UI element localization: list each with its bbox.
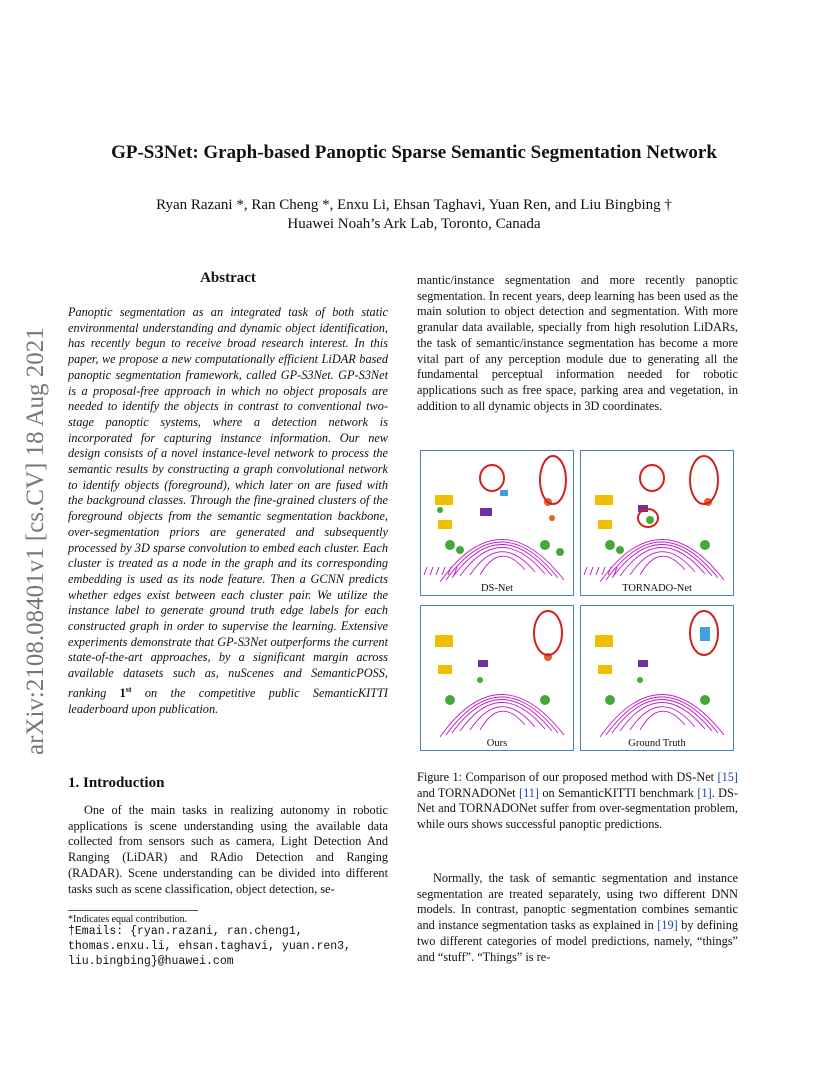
caption-text-4: . DS-Net and TORNADONet suffer from over-segmentation problem, while ours shows successful panoptic predictions.: [417, 785, 738, 832]
footnote-emails: †Emails: {ryan.razani, ran.cheng1, thomas.enxu.li, ehsan.taghavi, yuan.ren3, liu.bingbing}@huawei.com: [68, 925, 351, 968]
panel-label-ours: Ours: [486, 738, 508, 749]
point-cloud-ground-truth: [580, 605, 734, 751]
figure-caption: [417, 770, 738, 833]
arxiv-side-label: arXiv:2108.08401v1 [cs.CV] 18 Aug 2021: [22, 327, 49, 755]
figure-1: [420, 450, 735, 755]
point-cloud-ds-net: [420, 450, 574, 596]
figure-panel-ds-net: [420, 450, 574, 596]
citation-link-19[interactable]: [19]: [657, 918, 678, 933]
panel-label-ds-net: DS-Net: [480, 583, 514, 594]
citation-link-11[interactable]: [11]: [518, 785, 539, 800]
intro-paragraph: One of the main tasks in realizing autonomy in robotic applications is scene understanding using the available data collected from sensors such as camera, Light Detection And Ranging (LiDAR) and RAdio Detection and Ranging (RADAR). Scene understanding can be divided into different tasks such as scene classification, object detection, se-: [68, 803, 388, 896]
caption-text-1: Figure 1: Comparison of our proposed method with DS-Net: [417, 770, 718, 784]
figure-panel-tornado-net: [580, 450, 734, 596]
affiliation: Huawei Noah’s Ark Lab, Toronto, Canada: [287, 216, 541, 232]
abstract-text: [68, 305, 388, 717]
author-list: Ryan Razani *, Ran Cheng *, Enxu Li, Ehsan Taghavi, Yuan Ren, and Liu Bingbing †: [156, 197, 672, 213]
footnote-equal-contribution: *Indicates equal contribution.: [68, 914, 188, 925]
footnote-rule: [68, 910, 198, 911]
author-block: [0, 196, 828, 234]
abstract-rank: 1: [119, 685, 126, 700]
right-paragraph-1: mantic/instance segmentation and more recently panoptic segmentation. In recent years, deep learning has been used as the main solution to object detection and segmentation. With more granular data available, specially from high resolution LiDARs, the task of semantic/instance segmentation has become a more vital part of any perception module due to generating all the fundamental perceptual information needed for robotic applications such as free space, parking area and vegetation, in addition to all dynamic objects in 3D coordinates.: [417, 273, 738, 413]
abstract-heading: Abstract: [200, 270, 256, 286]
paper-title: GP-S3Net: Graph-based Panoptic Sparse Semantic Segmentation Network: [111, 142, 717, 163]
point-cloud-ours: [420, 605, 574, 751]
abstract-text-end: on the competitive public SemanticKITTI leaderboard upon publication.: [68, 685, 388, 716]
abstract-text-main: Panoptic segmentation as an integrated task of both static environmental understanding and dynamic object identification, has recently begun to receive broad research interest. In this paper, we propose a new computationally efficient LiDAR based panoptic segmentation framework, called GP-S3Net. GP-S3Net is a proposal-free approach in which no object proposals are needed to identify the objects in contrast to conventional two-stage panoptic systems, where a detection network is incorporated for capturing instance information. Our new design consists of a novel instance-level network to process the semantic results by constructing a graph convolutional network to identify objects (foreground), which later on are fused with the background classes. Through the fine-grained clusters of the foreground objects from the semantic segmentation backbone, over-segmentation priors are generated and subsequently processed by 3D sparse convolution to embed each cluster. Each cluster is treated as a node in the graph and its corresponding embedding is used as its node feature. Then a GCNN predicts whether edges exist between each cluster pair. We utilize the instance label to generate ground truth edge labels for each constructed graph in order to supervise the learning. Extensive experiments demonstrate that GP-S3Net outperforms the current state-of-the-art approaches, by a significant margin across available datasets such as, nuScenes and SemanticPOSS, ranking: [68, 305, 388, 700]
citation-link-1[interactable]: [1]: [697, 785, 712, 800]
caption-text-2: and TORNADONet: [417, 785, 519, 800]
right-paragraph-2-end: by defining two different categories of model predictions, namely, “things” and “stuff”. “Things” is re-: [417, 918, 738, 964]
point-cloud-tornado-net: [580, 450, 734, 596]
abstract-rank-sup: st: [125, 684, 132, 694]
right-paragraph-2-start: Normally, the task of semantic segmentation and instance segmentation are treated separately, using two different DNN models. In contrast, panoptic segmentation combines semantic and instance segmentation tasks as explained in: [417, 871, 738, 933]
figure-panel-ours: [420, 605, 574, 751]
panel-label-ground-truth: Ground Truth: [628, 738, 686, 749]
citation-link-15[interactable]: [15]: [717, 770, 738, 784]
panel-label-tornado-net: TORNADO-Net: [622, 583, 692, 594]
right-paragraph-2: [417, 871, 738, 965]
section-heading-introduction: 1. Introduction: [68, 775, 165, 791]
figure-panel-ground-truth: [580, 605, 734, 751]
caption-text-3: on SemanticKITTI benchmark: [539, 785, 698, 800]
